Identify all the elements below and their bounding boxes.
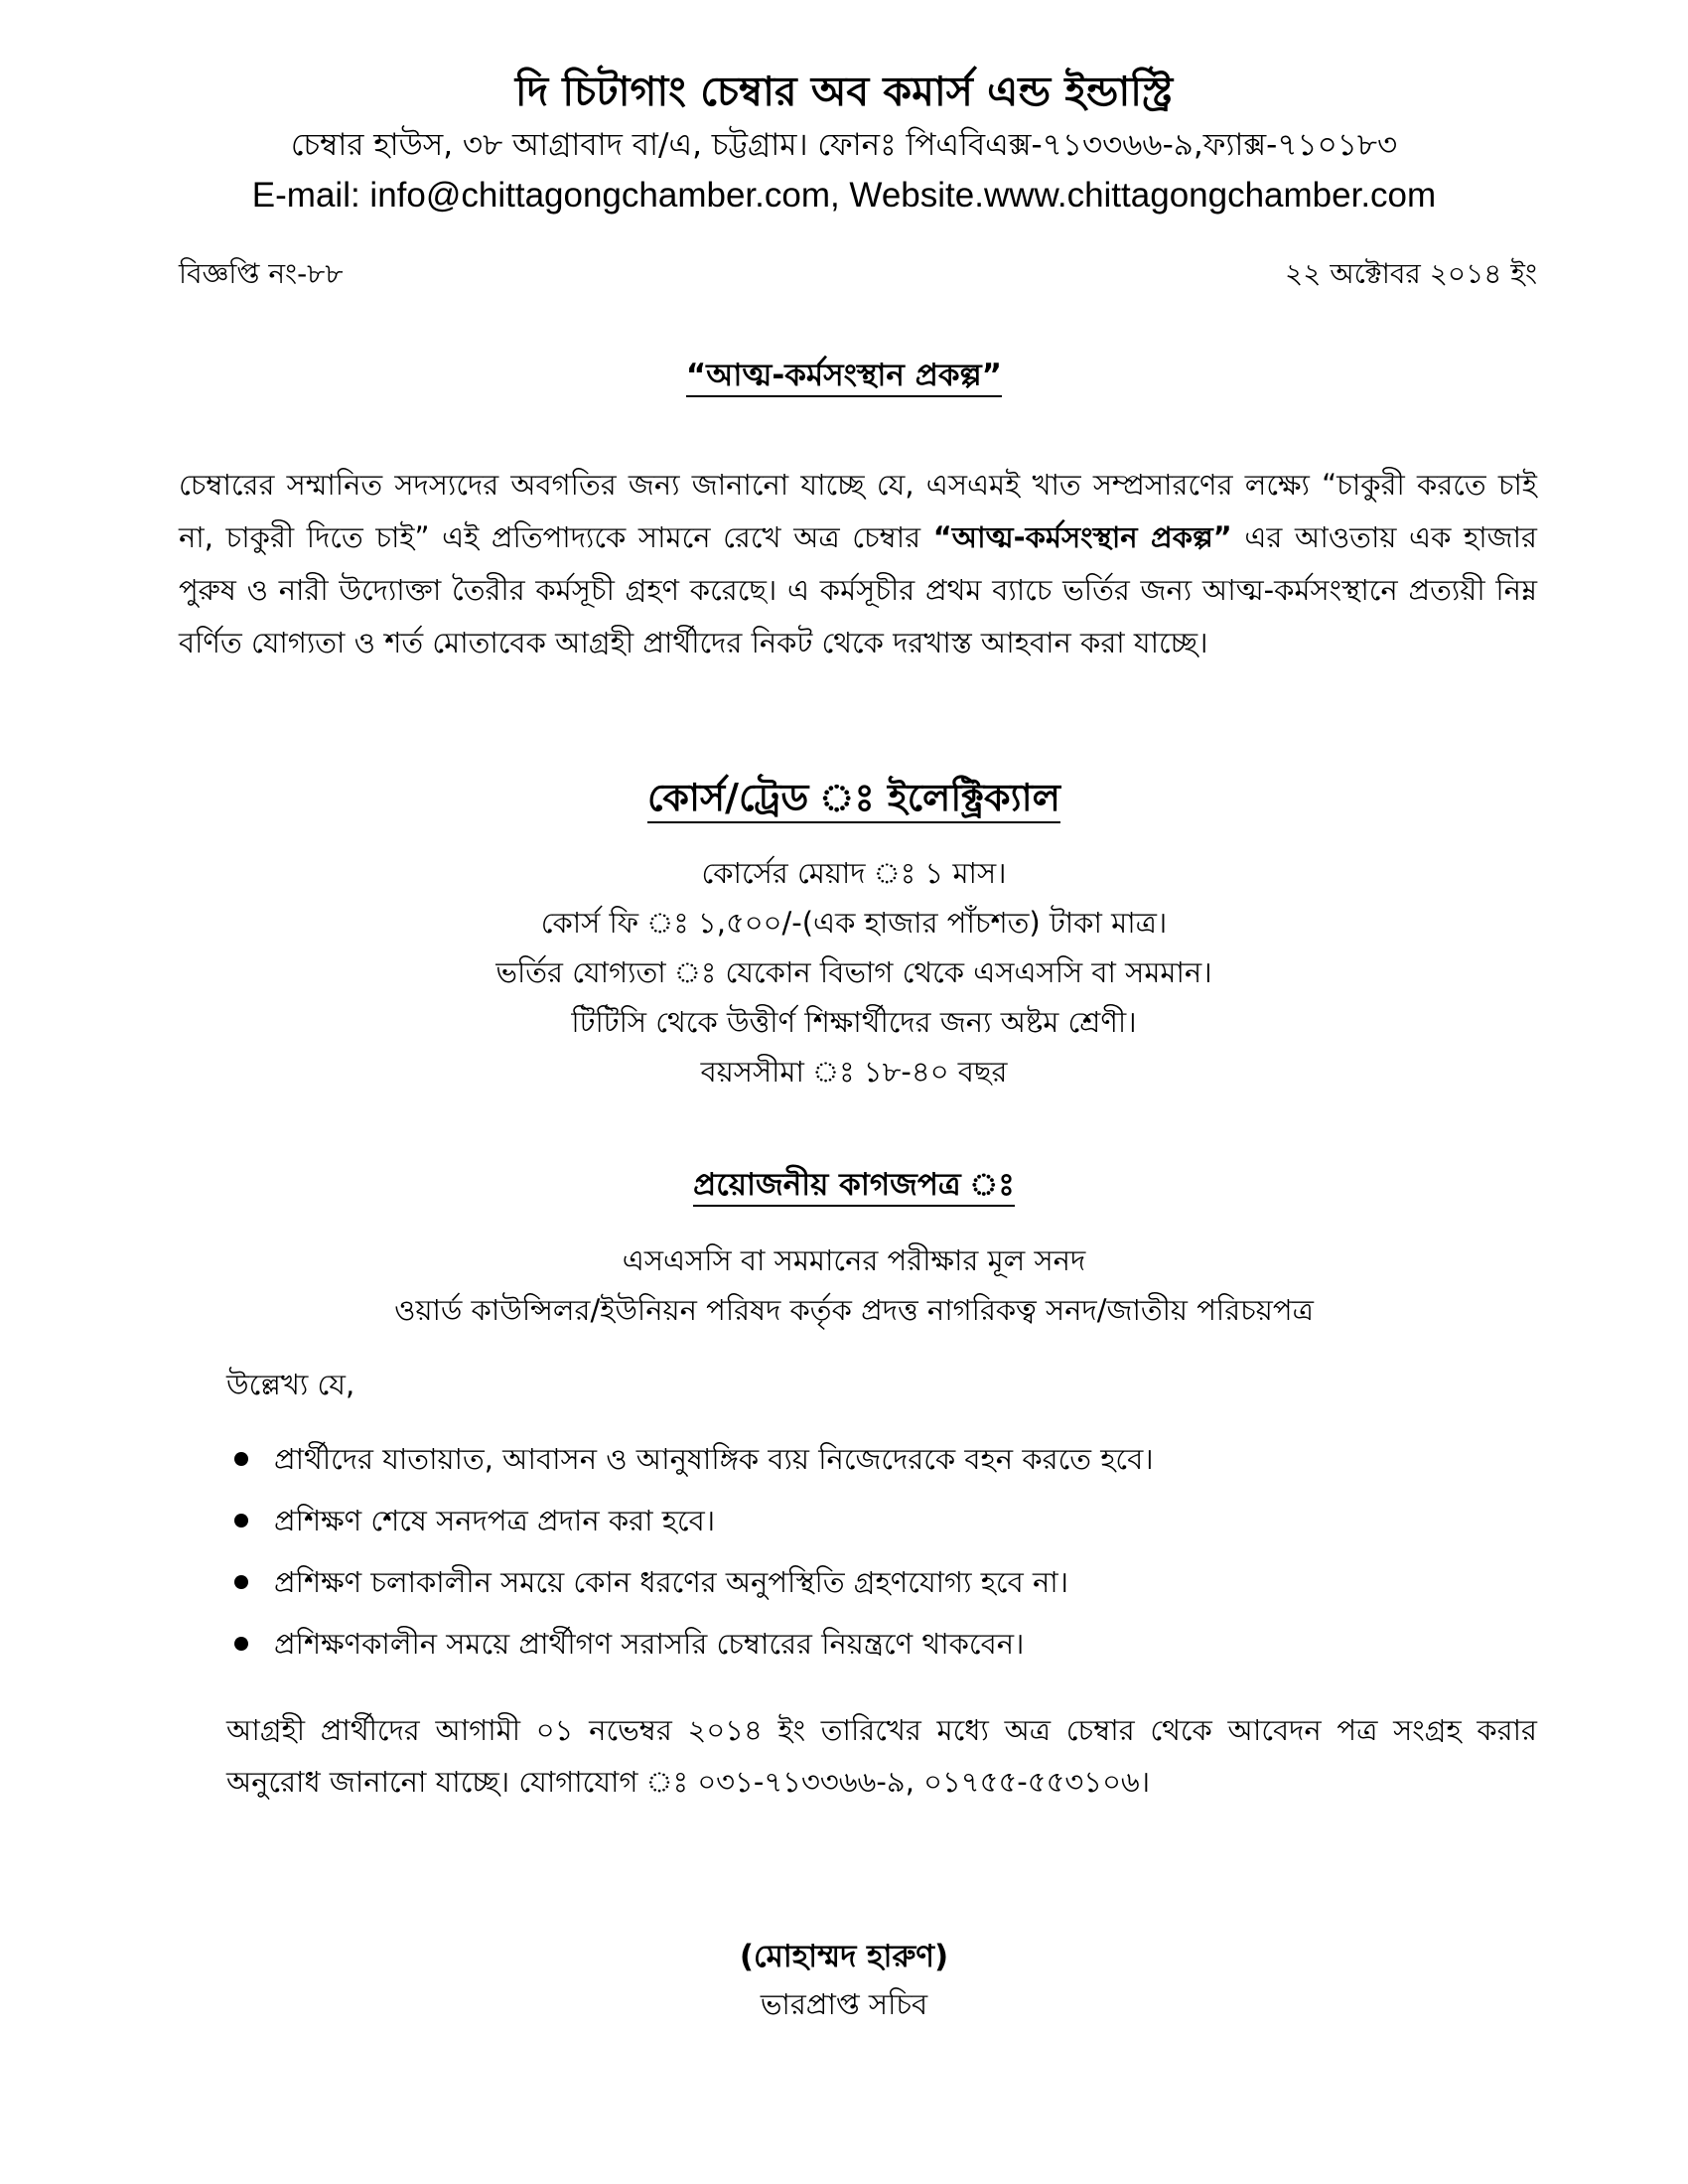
closing-paragraph: আগ্রহী প্রার্থীদের আগামী ০১ নভেম্বর ২০১৪ ইং তারিখের মধ্যে অত্র চেম্বার থেকে আবেদন পত্র সংগ্রহ করার অনুরোধ জানানো যাচ্ছে। যোগাযোগ ঃ ০৩১-৭১৩৩৬৬-৯, ০১৭৫৫-৫৫৩১০৬। [226, 1713, 1537, 1799]
bullet-icon [234, 1637, 248, 1651]
admission-eligibility: ভর্তির যোগ্যতা ঃ যেকোন বিভাগ থেকে এসএসসি বা সমমান। [495, 955, 1212, 989]
project-title-text: “আত্ম-কর্মসংস্থান প্রকল্প” [686, 358, 1002, 397]
organization-contact: E-mail: info@chittagongchamber.com, Website.www.chittagongchamber.com [251, 176, 1437, 215]
bullet-icon [234, 1452, 248, 1466]
intro-text-part2: এর আওতায় এক হাজার পুরুষ ও নারী উদ্যোক্তা তৈরীর কর্মসূচী গ্রহণ করেছে। এ কর্মসূচীর প্রথম ব্যাচে ভর্তির জন্য আত্ম-কর্মসংস্থানে প্রত্যয়ী নিম্ন বর্ণিত যোগ্যতা ও শর্ত মোতাবেক আগ্রহী প্রার্থীদের নিকট থেকে দরখাস্ত আহবান করা যাচ্ছে। [179, 520, 1537, 659]
intro-emphasis: “আত্ম-কর্মসংস্থান প্রকল্প” [932, 520, 1232, 554]
ttc-eligibility: টিটিসি থেকে উত্তীর্ণ শিক্ষার্থীদের জন্য অষ্টম শ্রেণী। [571, 1005, 1137, 1039]
bullet-icon [234, 1514, 248, 1528]
signatory-name: (মোহাম্মদ হারুণ) [739, 1939, 949, 1974]
condition-text: প্রার্থীদের যাতায়াত, আবাসন ও আনুষাঙ্গিক ব্যয় নিজেদেরকে বহন করতে হবে। [274, 1442, 1154, 1476]
note-lead: উল্লেখ্য যে, [226, 1368, 355, 1401]
notice-date: ২২ অক্টোবর ২০১৪ ইং [1285, 257, 1537, 290]
notice-number: বিজ্ঞপ্তি নং-৮৮ [179, 257, 344, 290]
conditions-list [222, 1434, 1154, 1680]
project-title [0, 354, 1688, 397]
condition-item [222, 1496, 1154, 1557]
course-fee: কোর্স ফি ঃ ১,৫০০/-(এক হাজার পাঁচশত) টাকা মাত্র। [540, 906, 1168, 940]
condition-item [222, 1434, 1154, 1496]
document-item: এসএসসি বা সমমানের পরীক্ষার মূল সনদ [622, 1243, 1086, 1277]
intro-text-part1: চেম্বারের সম্মানিত সদস্যদের অবগতির জন্য জানানো যাচ্ছে যে, এসএমই খাত সম্প্রসারণের লক্ষ্যে “চাকুরী করতে চাই না, চাকুরী দিতে চাই” এই প্রতিপাদ্যকে সামনে রেখে অত্র চেম্বার [179, 468, 1537, 554]
condition-text: প্রশিক্ষণ শেষে সনদপত্র প্রদান করা হবে। [274, 1504, 716, 1537]
course-title-text: কোর্স/ট্রেড ঃ ইলেক্ট্রিক্যাল [647, 776, 1060, 823]
documents-list [0, 1236, 1688, 1335]
condition-item [222, 1619, 1154, 1680]
intro-paragraph [179, 459, 1537, 669]
signatory-designation: ভারপ্রাপ্ত সচিব [760, 1987, 928, 2021]
condition-item [222, 1557, 1154, 1619]
course-duration: কোর্সের মেয়াদ ঃ ১ মাস। [701, 856, 1007, 890]
organization-address: চেম্বার হাউস, ৩৮ আগ্রাবাদ বা/এ, চট্টগ্রাম। ফোনঃ পিএবিএক্স-৭১৩৩৬৬-৯,ফ্যাক্স-৭১০১৮৩ [290, 127, 1398, 163]
course-title [0, 771, 1688, 824]
age-limit: বয়সসীমা ঃ ১৮-৪০ বছর [700, 1055, 1008, 1089]
documents-title-text: প্রয়োজনীয় কাগজপত্র ঃ [693, 1167, 1015, 1207]
documents-title [0, 1162, 1688, 1208]
condition-text: প্রশিক্ষণ চলাকালীন সময়ে কোন ধরণের অনুপস্থিতি গ্রহণযোগ্য হবে না। [274, 1565, 1069, 1599]
condition-text: প্রশিক্ষণকালীন সময়ে প্রার্থীগণ সরাসরি চেম্বারের নিয়ন্ত্রণে থাকবেন। [274, 1627, 1025, 1661]
course-details [0, 848, 1688, 1096]
organization-name: দি চিটাগাং চেম্বার অব কমার্স এন্ড ইন্ডাস্ট্রি [514, 68, 1174, 115]
document-item: ওয়ার্ড কাউন্সিলর/ইউনিয়ন পরিষদ কর্তৃক প্রদত্ত নাগরিকত্ব সনদ/জাতীয় পরিচয়পত্র [394, 1293, 1314, 1327]
bullet-icon [234, 1575, 248, 1589]
